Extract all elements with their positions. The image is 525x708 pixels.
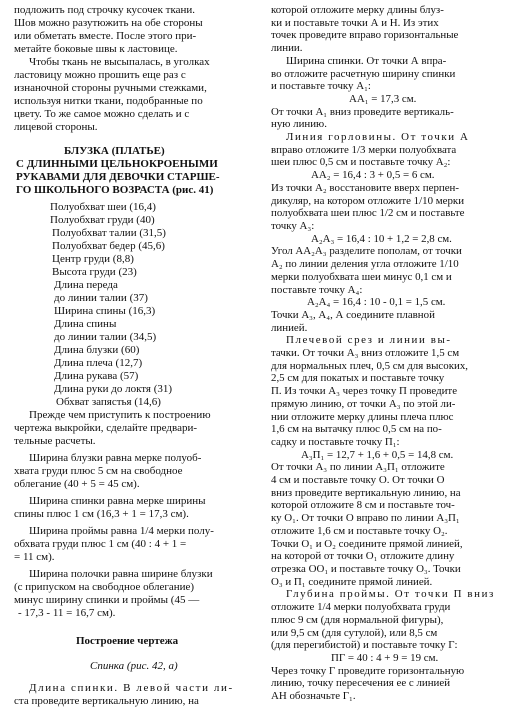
- text-line: Точки А₃, А₄, А соедините плавной: [271, 308, 435, 321]
- text-line: или 9,5 см (для сутулой), или 8,5 см: [271, 626, 438, 639]
- text-line: ластовицу можно прошить еще раз с: [14, 69, 186, 81]
- text-line: П. Из точки А₃ через точку П проведите: [271, 385, 458, 398]
- text-line: = 11 см).: [14, 551, 55, 563]
- text-line: отложите 1/4 мерки полуобхвата груди: [271, 601, 451, 614]
- text-line: 4 см и поставьте точку О. От точки О: [271, 474, 445, 486]
- measurement-item: Длина блузки (60): [54, 344, 140, 356]
- formula: АА₂ = 16,4 : 3 + 0,5 = 6 см.: [311, 169, 435, 182]
- text-line: тачки. От точки А₃ вниз отложите 1,5 см: [271, 347, 460, 359]
- text-line: вправо отложите 1/3 мерки полуобхвата: [271, 143, 457, 156]
- text-line: прямую линию, от точки А₃ по этой ли-: [271, 397, 456, 410]
- text-line: АН обозначьте Г₁.: [271, 690, 356, 702]
- text-line: используя нитки ткани, подобранные по: [14, 95, 203, 107]
- measurement-item: Полуобхват груди (40): [50, 214, 155, 226]
- text-line: которой отложите мерку длины блуз-: [271, 4, 444, 16]
- measurement-item: Центр груди (8,8): [52, 253, 134, 265]
- measurement-item: до линии талии (34,5): [54, 331, 157, 343]
- section-heading: С ДЛИННЫМИ ЦЕЛЬНОКРОЕНЫМИ: [16, 158, 218, 170]
- text-line: отложите 1,6 см и поставьте точку О₂.: [271, 524, 448, 537]
- text-line: О₃ и П₁ соедините прямой линией.: [271, 575, 433, 588]
- text-line: вниз проведите вертикальную линию, на: [271, 486, 461, 499]
- text-line: во отложите расчетную ширину спинки: [271, 67, 456, 80]
- text-line: ки и поставьте точки А и Н. Из этих: [271, 16, 439, 29]
- section-heading: БЛУЗКА (ПЛАТЬЕ): [64, 145, 165, 157]
- text-line: изнаночной стороны ручными стежками,: [14, 82, 207, 94]
- formula: ПГ = 40 : 4 + 9 = 19 см.: [331, 651, 439, 664]
- text-line: линией.: [271, 321, 308, 334]
- subsection-subtitle: Спинка (рис. 42, а): [90, 660, 178, 672]
- text-line: лицевой стороны.: [14, 121, 98, 133]
- text-line: Ширина проймы равна 1/4 мерки полу-: [29, 525, 214, 537]
- measurement-item: до линии талии (37): [54, 292, 148, 304]
- text-line: или обметать вместе. После этого при-: [14, 30, 197, 42]
- formula: АА₁ = 17,3 см.: [349, 92, 417, 105]
- text-line: Точки О₁ и О₂ соедините прямой линией,: [271, 537, 463, 550]
- text-line: отрезка ОО₁ и поставьте точку О₃. Точки: [271, 563, 461, 575]
- section-heading: ГО ШКОЛЬНОГО ВОЗРАСТА (рис. 41): [16, 184, 214, 196]
- text-line: ную линию.: [271, 118, 327, 131]
- text-line: Прежде чем приступить к построению: [29, 409, 211, 421]
- text-line: для нормальных плеч, 0,5 см для высоких,: [271, 359, 468, 372]
- text-line: Через точку Г проведите горизонтальную: [271, 664, 465, 677]
- text-line: От точки А₃ по линии А₃П₁ отложите: [271, 461, 445, 474]
- text-line: 2,5 см для покатых и поставьте точку: [271, 372, 445, 385]
- text-line: плюс 9 см (для нормальной фигуры),: [271, 613, 444, 626]
- measurement-item: Высота груди (23): [52, 266, 137, 278]
- text-line: Глубина проймы. От точки П вниз: [286, 588, 495, 601]
- text-line: мерки полуобхвата шеи минус 0,1 см и: [271, 270, 452, 283]
- text-line: обхвата груди плюс 1 см (40 : 4 + 1 =: [14, 538, 187, 550]
- text-line: поставьте точку А₄:: [271, 283, 363, 296]
- measurement-item: Длина рукава (57): [54, 370, 139, 382]
- text-line: на которой от точки О₁ отложите длину: [271, 550, 455, 563]
- text-line: метайте боковые швы к ластовице.: [14, 43, 178, 55]
- text-line: облегание (40 + 5 = 45 см).: [14, 478, 140, 490]
- measurement-item: Длина плеча (12,7): [54, 357, 143, 369]
- measurement-item: Длина переда: [54, 279, 118, 291]
- text-line: хвата груди плюс 5 см на свободное: [14, 465, 183, 477]
- formula: А₃П₁ = 12,7 + 1,6 + 0,5 = 14,8 см.: [301, 448, 454, 461]
- text-line: (с припуском на свободное облегание): [14, 581, 195, 593]
- text-line: линии.: [271, 42, 303, 55]
- text-line: цвету. То же самое можно сделать и с: [14, 108, 190, 120]
- text-line: дикуляр, на котором отложите 1/10 мерки: [271, 194, 465, 207]
- text-line: ста проведите вертикальную линию, на: [14, 695, 199, 707]
- text-line: и поставьте точку А₁:: [271, 80, 371, 93]
- text-line: От точки А₁ вниз проведите вертикаль-: [271, 105, 454, 118]
- text-line: садку и поставьте точку П₁:: [271, 435, 400, 448]
- measurement-item: Полуобхват бедер (45,6): [52, 240, 165, 252]
- text-line: Плечевой срез и линии вы-: [286, 334, 452, 347]
- text-line: 1,6 см на вытачку плюс 0,5 см на по-: [271, 423, 442, 436]
- text-line: Ширина полочки равна ширине блузки: [29, 568, 213, 580]
- text-line: шеи плюс 0,5 см и поставьте точку А₂:: [271, 156, 451, 169]
- measurement-item: Длина спины: [54, 318, 117, 330]
- text-line: Из точки А₂ восстановите вверх перпен-: [271, 181, 460, 194]
- text-line: Линия горловины. От точки А: [286, 131, 470, 143]
- measurement-item: Полуобхват шеи (16,4): [50, 201, 156, 213]
- text-line: тельные расчеты.: [14, 435, 96, 447]
- text-line: которой отложите 8 см и поставьте точ-: [271, 499, 455, 512]
- text-line: спины плюс 1 см (16,3 + 1 = 17,3 см).: [14, 508, 189, 520]
- measurement-item: Полуобхват талии (31,5): [52, 227, 166, 239]
- text-line: (для перегибистой) и поставьте точку Г:: [271, 639, 458, 652]
- measurement-item: Обхват запястья (14,6): [56, 396, 161, 408]
- text-line: линию, точку пересечения ее с линией: [271, 677, 451, 690]
- formula: А₂А₄ = 16,4 : 10 - 0,1 = 1,5 см.: [307, 296, 446, 309]
- text-line: нии отложите мерку длины плеча плюс: [271, 410, 454, 423]
- text-line: Ширина блузки равна мерке полуоб-: [29, 452, 202, 464]
- formula: А₂А₃ = 16,4 : 10 + 1,2 = 2,8 см.: [311, 232, 452, 245]
- measurement-item: Длина руки до локтя (31): [54, 383, 173, 395]
- text-line: Шов можно разутюжить на обе стороны: [14, 17, 203, 29]
- text-line: чертежа выкройки, сделайте предвари-: [14, 422, 197, 434]
- text-line: Ширина спинки равна мерке ширины: [29, 495, 206, 507]
- subsection-heading: Построение чертежа: [76, 635, 179, 647]
- text-line: точек проведите вправо горизонтальные: [271, 29, 459, 42]
- text-line: подложить под строчку кусочек ткани.: [14, 4, 196, 16]
- text-line: - 17,3 - 11 = 16,7 см).: [18, 607, 116, 619]
- text-line: Угол АА₂А₃ разделите пополам, от точки: [271, 245, 462, 258]
- text-line: ку О₁. От точки О вправо по линии А₃П₁: [271, 512, 460, 525]
- measurement-item: Ширина спины (16,3): [54, 305, 156, 317]
- text-line: Длина спинки. В левой части ли-: [29, 682, 234, 694]
- text-line: точку А₃:: [271, 220, 315, 232]
- section-heading: РУКАВАМИ ДЛЯ ДЕВОЧКИ СТАРШЕ-: [16, 171, 220, 183]
- text-line: полуобхвата шеи плюс 1/2 см и поставьте: [271, 207, 465, 220]
- text-line: Чтобы ткань не высыпалась, в уголках: [29, 56, 210, 68]
- text-line: А₂ по линии деления угла отложите 1/10: [271, 258, 459, 271]
- text-line: Ширина спинки. От точки А впра-: [286, 54, 447, 67]
- text-line: минус ширину спинки и проймы (45 —: [14, 594, 200, 606]
